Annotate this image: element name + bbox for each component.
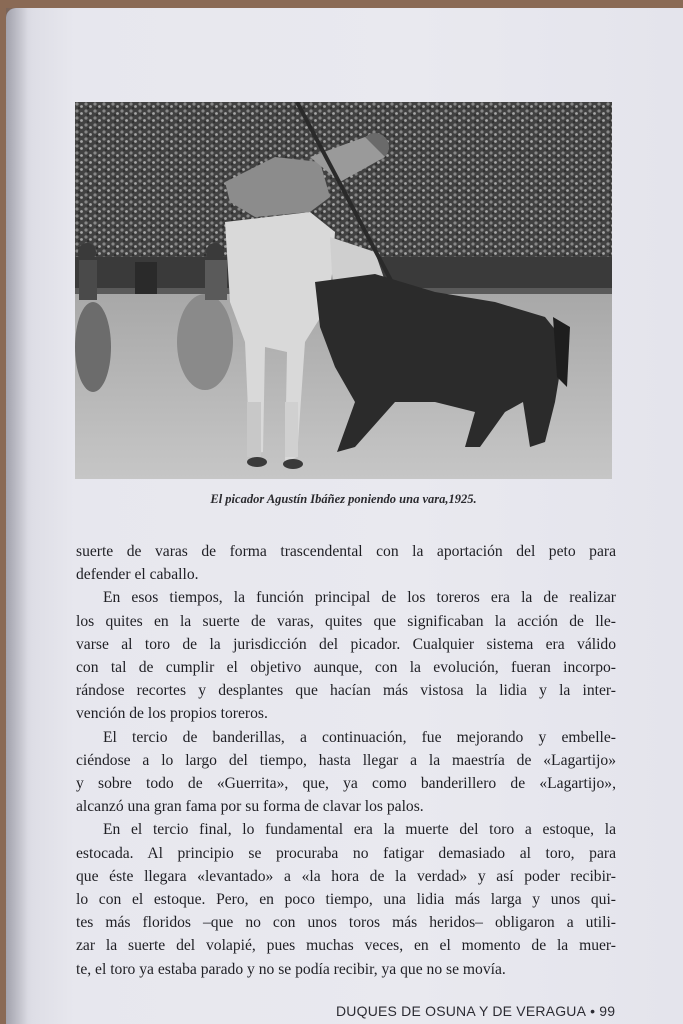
- text-line: suerte de varas de forma trascendental con la aportación del peto para: [76, 543, 616, 560]
- page-number: 99: [599, 1003, 616, 1019]
- text-line: y sobre todo de «Guerrita», que, ya como banderillero de «Lagartijo»,: [76, 775, 616, 793]
- text-line: que éste llegara «levantado» a «la hora de la verdad» y así poder recibir-: [76, 867, 616, 885]
- text-line: tes más floridos –que no con unos toros más heridos– obligaron a utili-: [76, 914, 616, 932]
- text-line: ciéndose a lo largo del tiempo, hasta llegar a la maestría de «Lagartijo»: [76, 751, 616, 769]
- text-line: defender el caballo.: [76, 566, 199, 584]
- running-title: DUQUES DE OSUNA Y DE VERAGUA: [336, 1003, 587, 1019]
- photo-caption: El picador Agustín Ibáñez poniendo una vara,1925.: [210, 492, 477, 506]
- text-line: varse al toro de la jurisdicción del picador. Cualquier sistema era válido: [76, 635, 616, 653]
- text-line: te, el toro ya estaba parado y no se podía recibir, ya que no se movía.: [76, 960, 506, 978]
- text-line: rándose recortes y desplantes que hacían más vistosa la lidia y la inter-: [76, 682, 616, 700]
- book-page: [6, 8, 683, 1024]
- text-line: vención de los propios toreros.: [76, 705, 268, 723]
- text-line: los quites en la suerte de varas, quites que significaban la acción de lle-: [76, 612, 616, 630]
- text-line: con tal de cumplir el objetivo aunque, con la evolución, fueran incorpo-: [76, 659, 616, 677]
- text-line: lo con el estoque. Pero, en poco tiempo, una lidia más larga y unos qui-: [76, 891, 616, 909]
- text-line: zar la suerte del volapié, pues muchas veces, en el momento de la muer-: [76, 937, 616, 955]
- text-line: En el tercio final, lo fundamental era la muerte del toro a estoque, la: [103, 821, 616, 839]
- footer-separator: •: [590, 1003, 596, 1019]
- historical-photo: [75, 102, 612, 479]
- text-line: En esos tiempos, la función principal de los toreros era la de realizar: [103, 589, 616, 607]
- text-line: El tercio de banderillas, a continuación, fue mejorando y embelle-: [103, 728, 616, 746]
- text-line: alcanzó una gran fama por su forma de clavar los palos.: [76, 798, 424, 816]
- text-line: estocada. Al principio se procuraba no fatigar demasiado al toro, para: [76, 844, 616, 862]
- body-text: [76, 540, 616, 981]
- page-footer: [336, 1003, 615, 1019]
- spine-shadow: [6, 8, 28, 1024]
